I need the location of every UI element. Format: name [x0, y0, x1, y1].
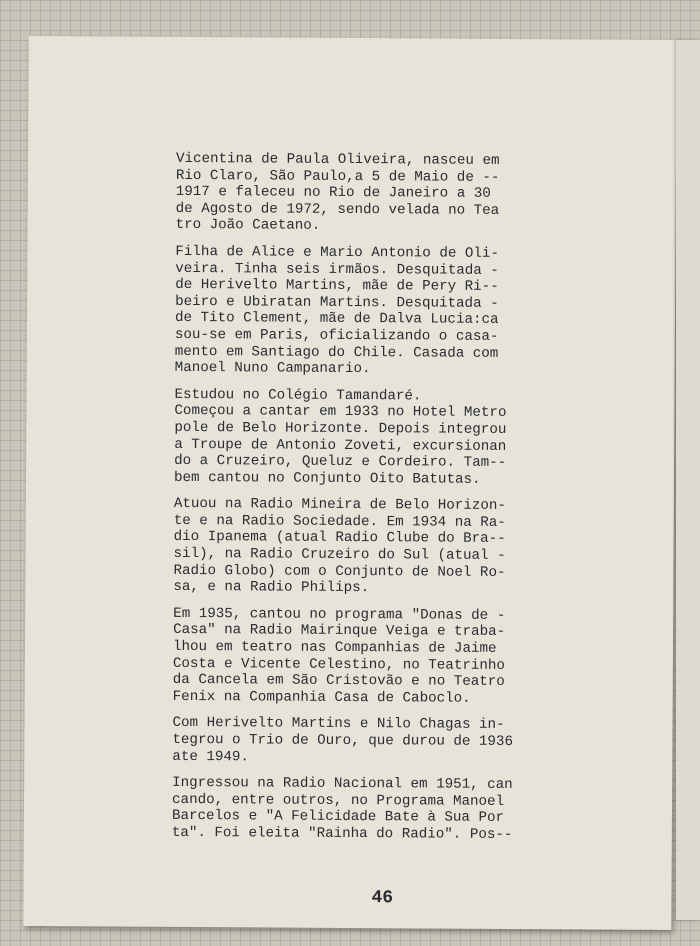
text-line: sa, e na Radio Philips. [173, 579, 370, 597]
text-line: da Cancela em São Cristovão e no Teatro [172, 672, 505, 691]
text-line: Manoel Nuno Campanario. [174, 360, 371, 378]
text-line: tegrou o Trio de Ouro, que durou de 1936 [172, 731, 514, 751]
text-line: a Troupe de Antonio Zoveti, excursionan [174, 436, 507, 455]
text-line: Radio Globo) com o Conjunto de Noel Ro- [173, 562, 506, 581]
text-line: Costa e Vicente Celestino, no Teatrinho [172, 655, 505, 674]
text-line: te e na Radio Sociedade. Em 1934 na Ra- [173, 512, 506, 531]
text-line: tro João Caetano. [175, 217, 321, 235]
text-line: Fenix na Companhia Casa de Caboclo. [172, 688, 471, 707]
paragraph [172, 715, 612, 767]
page-number: 46 [371, 888, 394, 909]
text-line: Filha de Alice e Mario Antonio de Oli- [175, 243, 499, 262]
text-line: pole de Belo Horizonte. Depois integrou [174, 419, 507, 438]
text-line: sou-se em Paris, oficializando o casa- [174, 326, 499, 345]
text-line: Casa" na Radio Mairinque Veiga e traba- [173, 622, 506, 641]
text-line: mento em Santiago do Chile. Casada com [174, 343, 499, 362]
paragraph [172, 775, 612, 844]
text-line: sil), na Radio Cruzeiro do Sul (atual - [173, 545, 506, 565]
paragraph [175, 244, 616, 379]
text-line: Estudou no Colégio Tamandaré. [174, 386, 422, 405]
text-line: de Herivelto Martins, mãe de Pery Ri-- [175, 277, 499, 296]
typewritten-text-block [172, 151, 616, 854]
document-page [23, 36, 676, 930]
paragraph [173, 496, 614, 598]
text-line: Rio Claro, São Paulo,a 5 de Maio de -- [175, 167, 500, 186]
text-line: Começou a cantar em 1933 no Hotel Metro [174, 403, 507, 422]
text-line: Atuou na Radio Mineira de Belo Horizon- [173, 496, 506, 515]
text-line: ta". Foi eleita "Rainha do Radio". Pos-- [171, 824, 513, 843]
text-line: dio Ipanema (atual Radio Clube do Bra-- [173, 529, 506, 548]
text-line: Em 1935, cantou no programa "Donas de - [173, 605, 506, 624]
text-line: do a Cruzeiro, Queluz e Cordeiro. Tam-- [174, 453, 507, 472]
text-line: Ingressou na Radio Nacional em 1951, can [172, 775, 513, 794]
next-page-edge [676, 40, 700, 920]
paragraph [174, 387, 615, 489]
text-line: veira. Tinha seis irmãos. Desquitada - [175, 260, 499, 279]
text-line: lhou em teatro nas Companhias de Jaime [172, 638, 497, 657]
text-line: de Agosto de 1972, sendo velada no Tea [175, 200, 500, 219]
text-line: Barcelos e "A Felicidade Bate à Sua Por [171, 808, 505, 827]
paragraph [176, 151, 616, 237]
text-line: beiro e Ubiratan Martins. Desquitada - [175, 293, 499, 312]
text-line: Vicentina de Paula Oliveira, nasceu em [175, 150, 500, 169]
text-line: ate 1949. [172, 748, 249, 765]
text-line: cando, entre outros, no Programa Manoel [172, 791, 505, 810]
text-line: de Tito Clement, mãe de Dalva Lucia:ca [174, 310, 499, 329]
text-line: 1917 e faleceu no Rio de Janeiro a 30 [175, 184, 491, 203]
text-line: bem cantou no Conjunto Oito Batutas. [173, 469, 481, 488]
paragraph [173, 606, 614, 708]
text-line: Com Herivelto Martins e Nilo Chagas in- [172, 715, 505, 734]
